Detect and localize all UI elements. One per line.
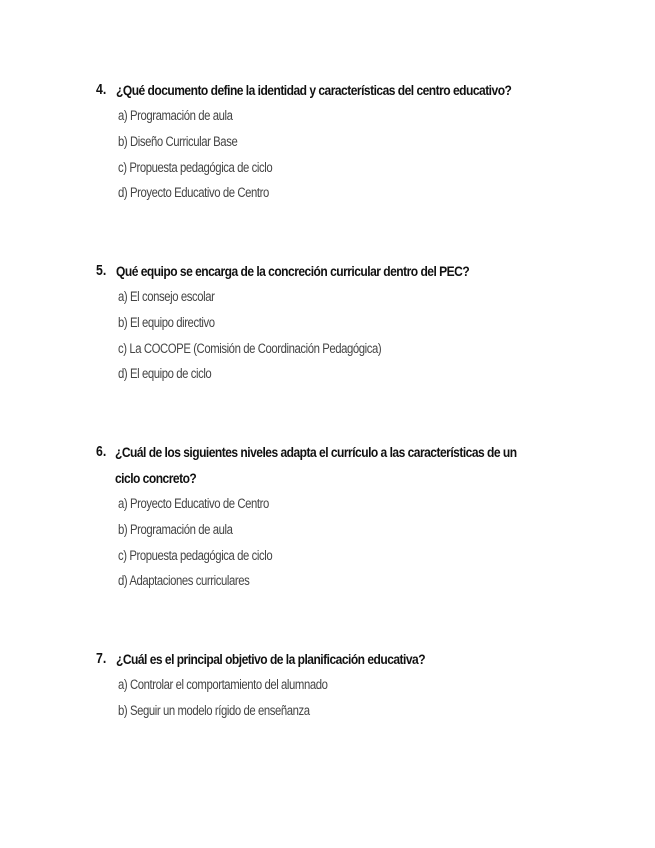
question-5 [96, 258, 596, 387]
option-c: c) Propuesta pedagógica de ciclo [118, 159, 273, 175]
option-d: d) Proyecto Educativo de Centro [118, 185, 269, 201]
question-text: ¿Qué documento define la identidad y características del centro educativo? [116, 82, 512, 98]
question-text: ¿Cuál de los siguientes niveles adapta el currículo a las características de un ciclo concreto? [114, 444, 517, 486]
question-number: 5. [96, 262, 107, 279]
question-number: 7. [96, 650, 107, 667]
option-a: a) Proyecto Educativo de Centro [118, 496, 269, 511]
question-6 [96, 439, 596, 594]
option-b: b) Seguir un modelo rígido de enseñanza [118, 702, 310, 718]
options-list [96, 103, 596, 206]
question-4 [96, 77, 596, 206]
option-d: d) El equipo de ciclo [118, 366, 212, 382]
options-list [96, 284, 596, 387]
option-d: d) Adaptaciones curriculares [118, 573, 250, 589]
option-b: b) Programación de aula [118, 521, 233, 537]
question-number: 4. [96, 81, 107, 98]
option-b: b) Diseño Curricular Base [118, 133, 238, 149]
question-7 [96, 646, 596, 724]
option-c: c) Propuesta pedagógica de ciclo [118, 547, 273, 563]
options-list [96, 491, 596, 594]
option-a: a) Programación de aula [118, 108, 233, 123]
option-a: a) El consejo escolar [118, 289, 215, 304]
option-b: b) El equipo directivo [118, 314, 215, 330]
question-text: Qué equipo se encarga de la concreción curricular dentro del PEC? [116, 263, 470, 279]
option-c: c) La COCOPE (Comisión de Coordinación Pedagógica) [118, 340, 382, 356]
options-list [96, 672, 596, 724]
question-text: ¿Cuál es el principal objetivo de la planificación educativa? [116, 651, 426, 667]
option-a: a) Controlar el comportamiento del alumnado [118, 677, 328, 692]
question-number: 6. [96, 443, 107, 460]
